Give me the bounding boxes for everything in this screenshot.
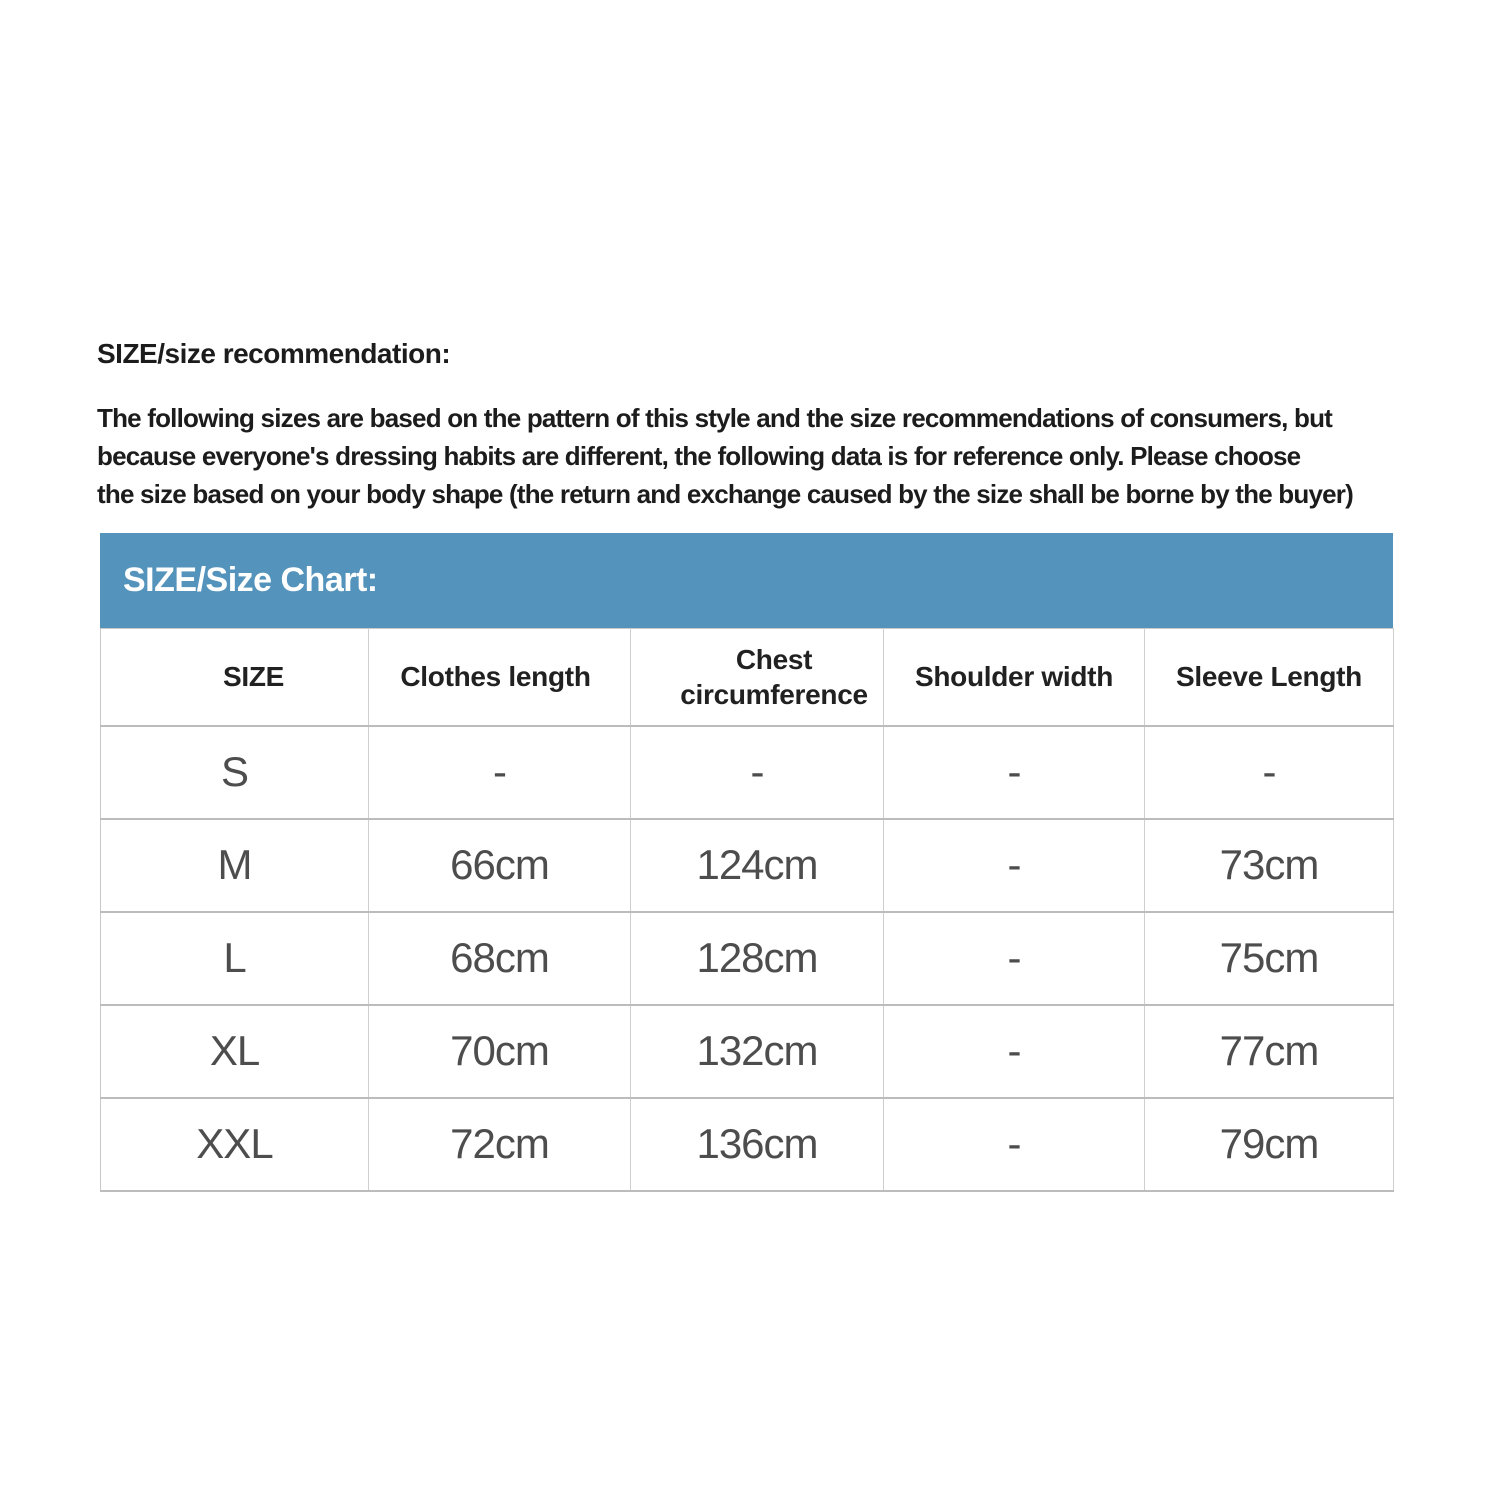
clothes-length-cell: 68cm: [369, 912, 631, 1005]
recommendation-heading: SIZE/size recommendation:: [97, 338, 451, 369]
size-cell: L: [101, 912, 369, 1005]
shoulder-width-cell: -: [884, 726, 1145, 819]
table-row-xl: [101, 1005, 1394, 1098]
shoulder-width-cell: -: [884, 819, 1145, 912]
table-header-row: [101, 629, 1394, 726]
column-header-shoulder-width: Shoulder width: [884, 629, 1145, 726]
column-header-size: SIZE: [101, 629, 369, 726]
sleeve-length-cell: 77cm: [1145, 1005, 1394, 1098]
size-cell: XL: [101, 1005, 369, 1098]
table-row-s: [101, 726, 1394, 819]
table-row-xxl: [101, 1098, 1394, 1191]
recommendation-text: [97, 399, 1353, 513]
chest-circumference-cell: 124cm: [631, 819, 884, 912]
shoulder-width-cell: -: [884, 1098, 1145, 1191]
shoulder-width-cell: -: [884, 912, 1145, 1005]
table-row-l: [101, 912, 1394, 1005]
clothes-length-cell: 70cm: [369, 1005, 631, 1098]
clothes-length-cell: -: [369, 726, 631, 819]
table-row-m: [101, 819, 1394, 912]
recommendation-line-2: because everyone's dressing habits are different, the following data is for reference only. Please choose: [97, 441, 1301, 471]
column-header-clothes-length: Clothes length: [369, 629, 631, 726]
sleeve-length-cell: 75cm: [1145, 912, 1394, 1005]
size-chart-table: [100, 628, 1394, 1192]
sleeve-length-cell: 79cm: [1145, 1098, 1394, 1191]
chest-circumference-cell: -: [631, 726, 884, 819]
size-cell: XXL: [101, 1098, 369, 1191]
recommendation-line-1: The following sizes are based on the pattern of this style and the size recommendations of consumers, but: [97, 403, 1333, 433]
recommendation-line-3: the size based on your body shape (the return and exchange caused by the size shall be borne by the buyer): [97, 479, 1353, 509]
column-header-chest-circumference: Chest circumference: [631, 629, 884, 726]
size-chart-title-bar: [100, 533, 1393, 628]
clothes-length-cell: 72cm: [369, 1098, 631, 1191]
sleeve-length-cell: 73cm: [1145, 819, 1394, 912]
shoulder-width-cell: -: [884, 1005, 1145, 1098]
size-cell: M: [101, 819, 369, 912]
chest-circumference-cell: 136cm: [631, 1098, 884, 1191]
chest-circumference-cell: 132cm: [631, 1005, 884, 1098]
column-header-sleeve-length: Sleeve Length: [1145, 629, 1394, 726]
clothes-length-cell: 66cm: [369, 819, 631, 912]
size-cell: S: [101, 726, 369, 819]
chest-circumference-cell: 128cm: [631, 912, 884, 1005]
sleeve-length-cell: -: [1145, 726, 1394, 819]
size-chart-title: SIZE/Size Chart:: [123, 561, 378, 599]
